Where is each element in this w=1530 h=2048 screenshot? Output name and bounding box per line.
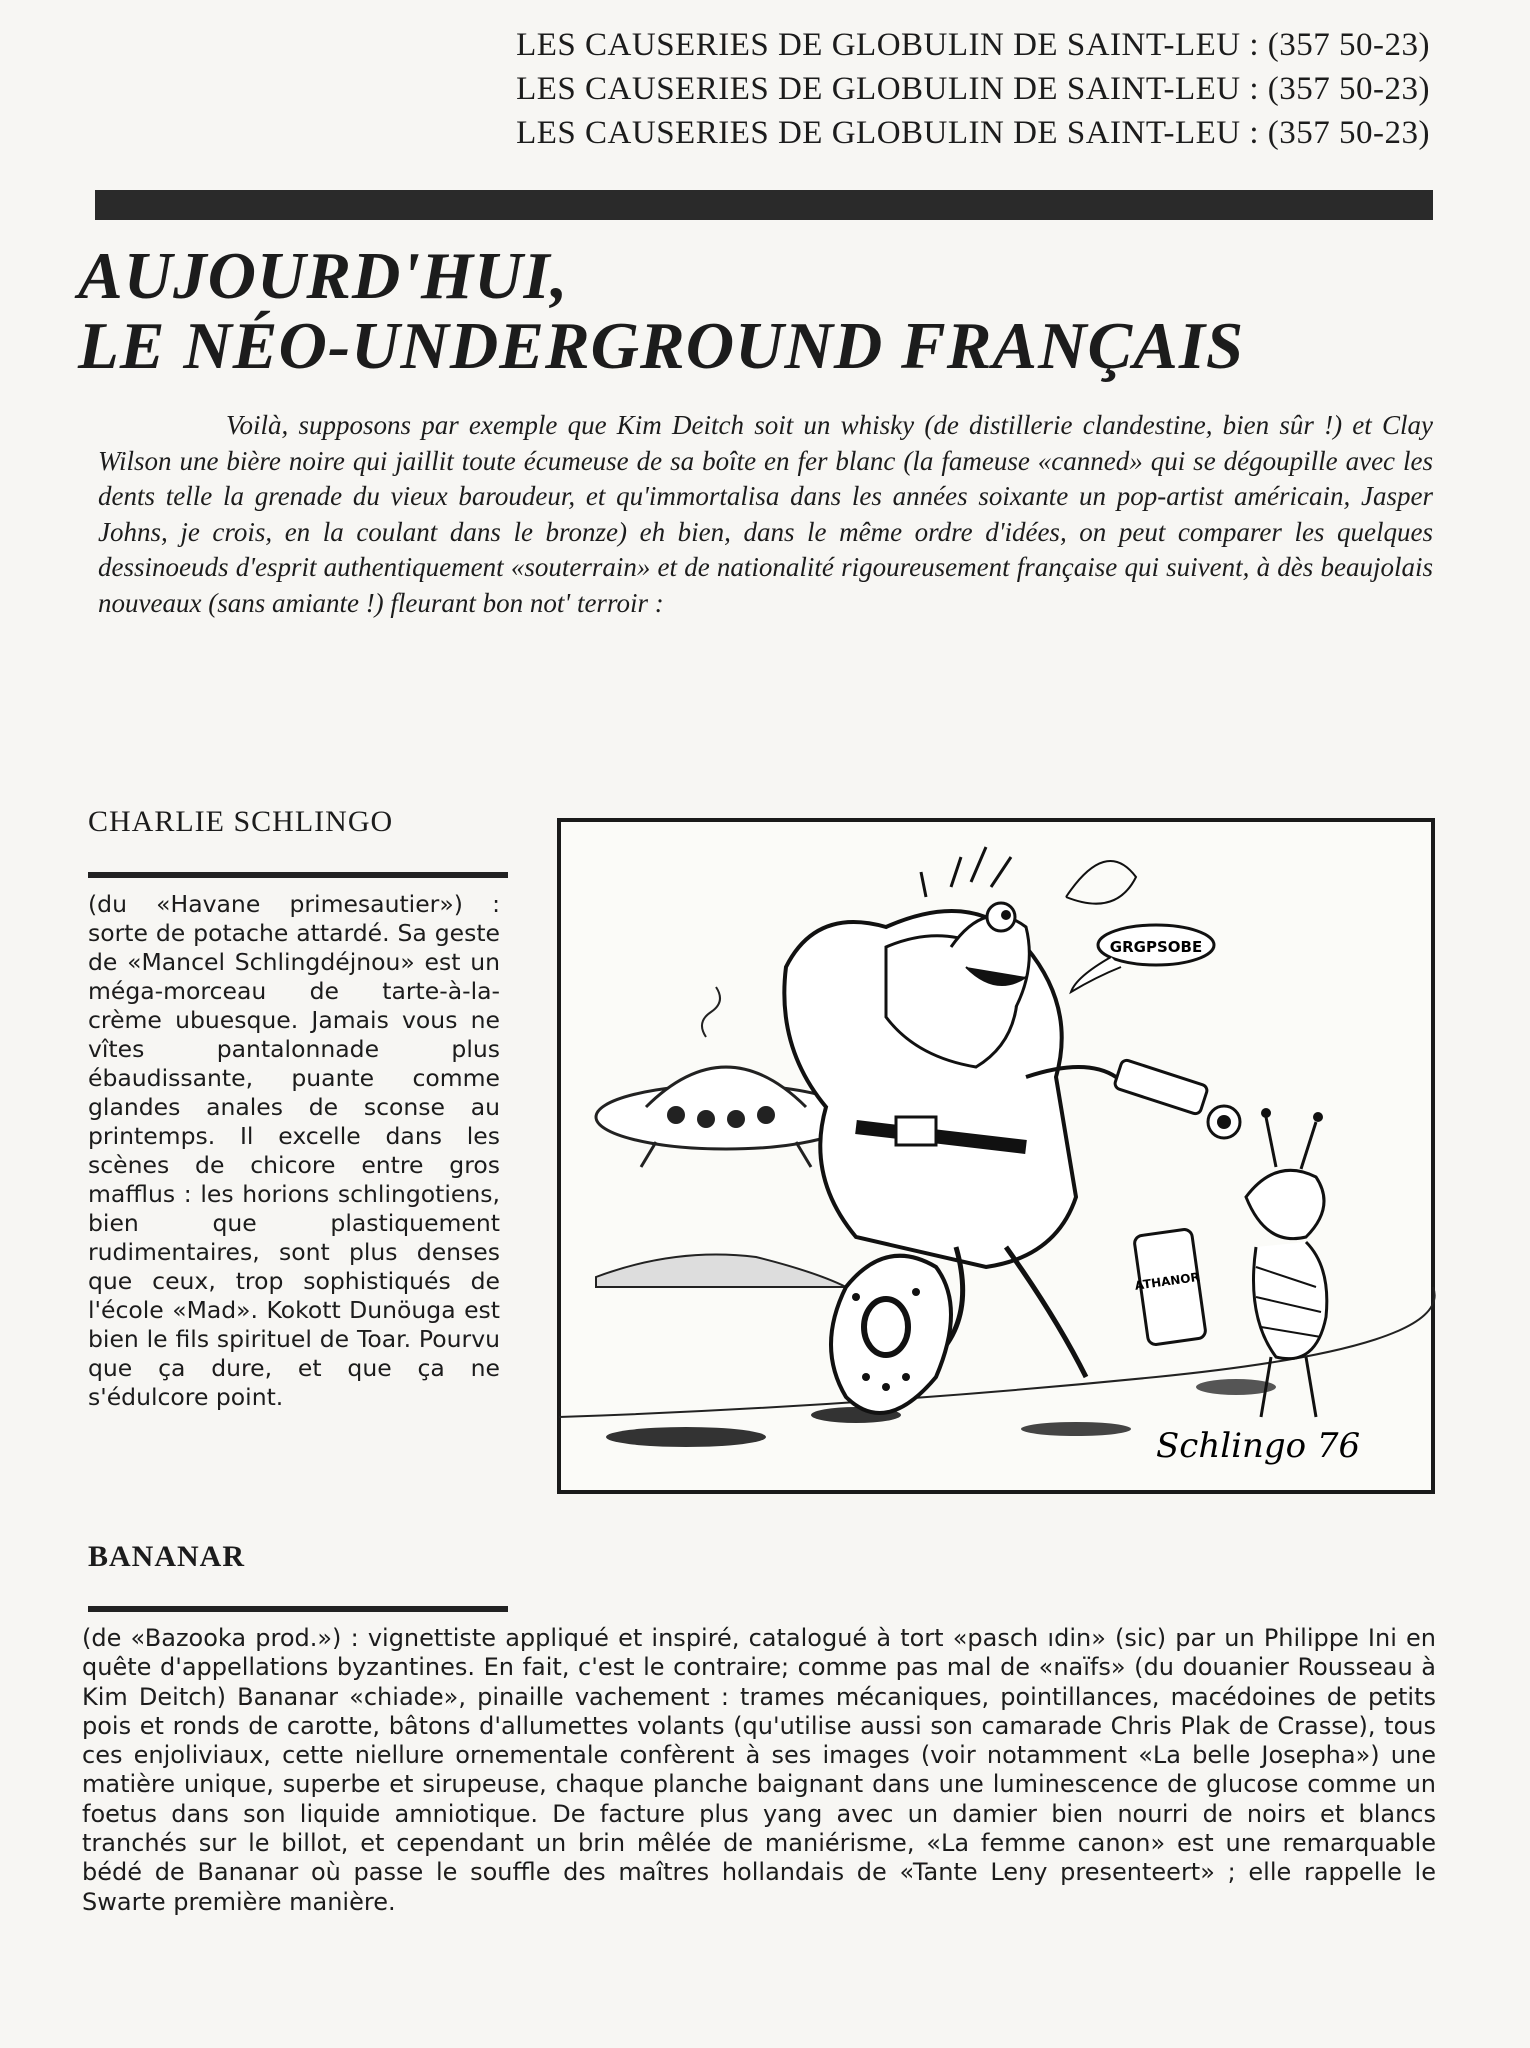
section-heading-bananar: BANANAR [88,1540,245,1573]
section-rule-schlingo [88,872,508,878]
header-line-1: LES CAUSERIES DE GLOBULIN DE SAINT-LEU : (357 50-23) [516,27,1430,63]
header-line-3: LES CAUSERIES DE GLOBULIN DE SAINT-LEU : (357 50-23) [516,115,1430,151]
section-text-schlingo: (du «Havane primesautier») : sorte de potache attardé. Sa geste de «Mancel Schlingdéjnou» est un méga-morceau de tarte-à-la-crème ubuesque. Jamais vous ne vîtes pantalonnade plus ébaudissante, puante comme glandes anales de sconse au printemps. Il excelle dans les scènes de chicore entre gros mafflus : les horions schlingotiens, bien que plastiquement rudimentaires, sont plus denses que ceux, trop sophistiqués de l'école «Mad». Kokott Dunöuga est bien le fils spirituel de Toar. Pourvu que ça dure, et que ça ne s'édulcore point. [88,890,500,1411]
can-label: ATHANOR [1133,1269,1201,1293]
section-text-bananar: (de «Bazooka prod.») : vignettiste appliqué et inspiré, catalogué à tort «pasch ıdin» (sic) par un Philippe Ini en quête d'appellations byzantines. En fait, c'est le contraire; comme pas mal de «naïfs» (du douanier Rousseau à Kim Deitch) Bananar «chiade», pinaille vachement : trames mécaniques, pointillances, macédoines de petits pois et ronds de carotte, bâtons d'allumettes volants (qu'utilise aussi son camarade Chris Plak de Crasse), tous ces enjoliviaux, cette niellure ornementale confèrent à ses images (voir notamment «La belle Josepha») une matière unique, superbe et sirupeuse, chaque planche baignant dans une luminescence de glucose comme un foetus dans son liquide amniotique. De facture plus yang avec un damier bien nourri de noirs et blancs tranchés sur le billot, et cependant un brin mêlée de maniérisme, «La femme canon» est une remarquable bédé de Bananar où passe le souffle des maîtres hollandais de «Tante Leny presenteert» ; elle rappelle le Swarte première manière. [82,1624,1436,1916]
speech-bubble-text: GRGPSOBE [1109,938,1203,956]
section-heading-schlingo: CHARLIE SCHLINGO [88,805,394,838]
cartoon-illustration [556,817,1436,1495]
header-line-2: LES CAUSERIES DE GLOBULIN DE SAINT-LEU : (357 50-23) [516,71,1430,107]
section-rule-bananar [88,1606,508,1612]
title-line-2: LE NÉO-UNDERGROUND FRANÇAIS [78,309,1245,383]
intro-paragraph: Voilà, supposons par exemple que Kim Deitch soit un whisky (de distillerie clandestine, bien sûr !) et Clay Wilson une bière noire qui jaillit toute écumeuse de sa boîte en fer blanc (la fameuse «canned» qui se dégoupille avec les dents telle la grenade du vieux baroudeur, et qu'immortalisa dans les années soixante un pop-artist américain, Jasper Johns, je crois, en la coulant dans le bronze) eh bien, dans le même ordre d'idées, on peut comparer les quelques dessinoeuds d'esprit authentiquement «souterrain» et de nationalité rigoureusement française qui suivent, à dès beaujolais nouveaux (sans amiante !) fleurant bon not' terroir : [98,410,1433,618]
header-divider-bar [95,190,1433,220]
cartoon-signature: Schlingo 76 [1156,1426,1361,1466]
title-line-1: AUJOURD'HUI, [78,239,569,313]
